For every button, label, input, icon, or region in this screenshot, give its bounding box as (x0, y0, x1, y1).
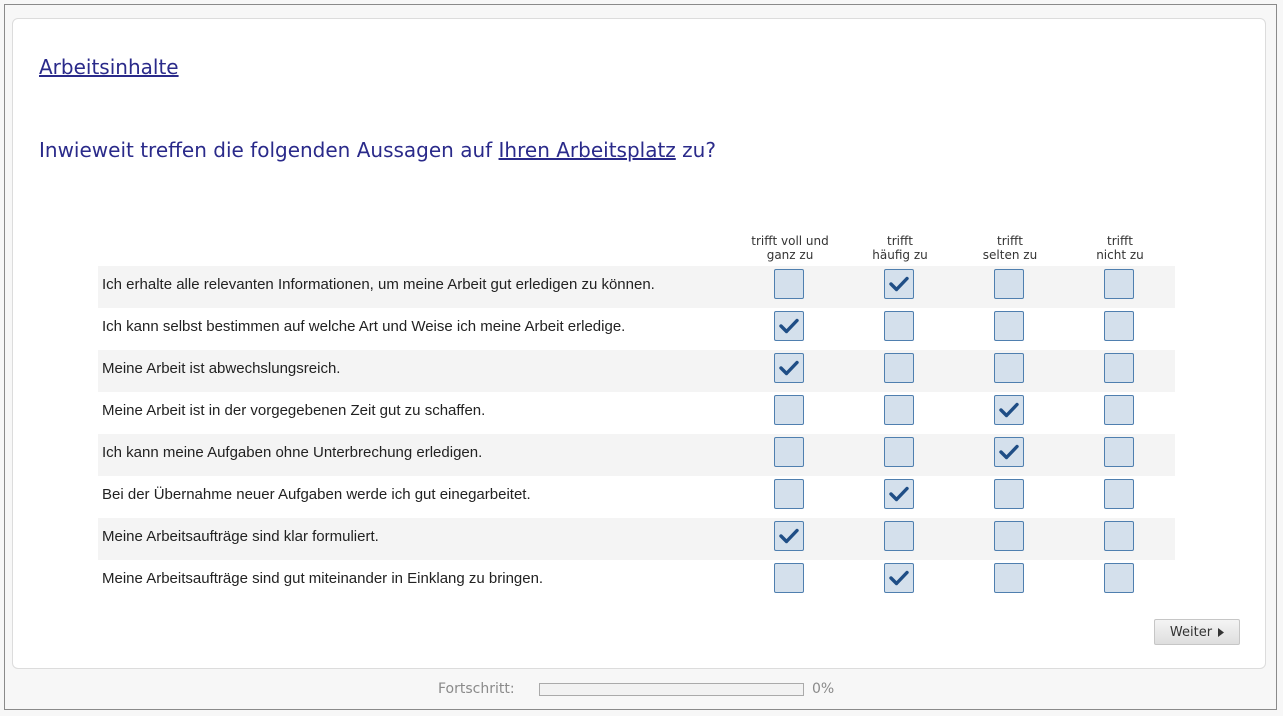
answer-checkbox[interactable] (1104, 269, 1134, 299)
answer-checkbox[interactable] (774, 395, 804, 425)
answer-checkbox[interactable] (994, 479, 1024, 509)
checkmark-icon (779, 360, 799, 376)
question-row-label: Meine Arbeit ist abwechslungsreich. (102, 360, 341, 377)
column-header-line1: trifft (997, 234, 1023, 248)
answer-checkbox[interactable] (884, 563, 914, 593)
next-button-label: Weiter (1169, 624, 1213, 640)
column-header-line1: trifft (887, 234, 913, 248)
question-row (98, 308, 1175, 350)
column-header-haeufig (845, 234, 955, 262)
question-text (39, 138, 716, 162)
progress-percent: 0% (812, 681, 835, 697)
answer-checkbox[interactable] (774, 437, 804, 467)
answer-checkbox[interactable] (884, 269, 914, 299)
question-link: Ihren Arbeitsplatz (498, 138, 676, 162)
question-row-label: Meine Arbeit ist in der vorgegebenen Zeit gut zu schaffen. (102, 402, 486, 419)
progress-bar (539, 683, 804, 696)
question-row-label: Ich kann selbst bestimmen auf welche Art und Weise ich meine Arbeit erledige. (102, 318, 626, 335)
answer-checkbox[interactable] (1104, 353, 1134, 383)
answer-checkbox[interactable] (774, 311, 804, 341)
question-suffix: zu? (675, 138, 716, 162)
answer-checkbox[interactable] (994, 395, 1024, 425)
progress-label: Fortschritt: (438, 681, 515, 697)
answer-checkbox[interactable] (1104, 563, 1134, 593)
next-button[interactable] (1154, 619, 1240, 645)
checkmark-icon (999, 444, 1019, 460)
answer-checkbox[interactable] (994, 563, 1024, 593)
column-header-line2: häufig zu (872, 248, 928, 262)
question-row (98, 434, 1175, 476)
column-header-line2: ganz zu (766, 248, 814, 262)
caret-right-icon (1218, 628, 1224, 637)
answer-checkbox[interactable] (884, 521, 914, 551)
question-row-label: Bei der Übernahme neuer Aufgaben werde ich gut einegarbeitet. (102, 486, 531, 503)
column-header-line1: trifft voll und (751, 234, 829, 248)
column-header-selten (955, 234, 1065, 262)
checkmark-icon (999, 402, 1019, 418)
question-row (98, 560, 1175, 602)
section-title: Arbeitsinhalte (39, 55, 179, 79)
answer-checkbox[interactable] (774, 521, 804, 551)
question-prefix: Inwieweit treffen die folgenden Aussagen auf (39, 138, 499, 162)
answer-checkbox[interactable] (994, 437, 1024, 467)
answer-checkbox[interactable] (884, 437, 914, 467)
question-row-label: Meine Arbeitsaufträge sind klar formuliert. (102, 528, 379, 545)
answer-checkbox[interactable] (994, 269, 1024, 299)
column-header-voll (735, 234, 845, 262)
question-row (98, 518, 1175, 560)
column-header-line2: nicht zu (1096, 248, 1144, 262)
checkmark-icon (889, 276, 909, 292)
answer-checkbox[interactable] (1104, 395, 1134, 425)
answer-checkbox[interactable] (994, 311, 1024, 341)
question-row (98, 266, 1175, 308)
question-row (98, 476, 1175, 518)
question-row-label: Meine Arbeitsaufträge sind gut miteinander in Einklang zu bringen. (102, 570, 544, 587)
answer-checkbox[interactable] (994, 521, 1024, 551)
checkmark-icon (889, 570, 909, 586)
answer-checkbox[interactable] (774, 479, 804, 509)
column-header-nicht (1065, 234, 1175, 262)
answer-checkbox[interactable] (884, 311, 914, 341)
answer-checkbox[interactable] (1104, 311, 1134, 341)
question-row-label: Ich erhalte alle relevanten Informationen, um meine Arbeit gut erledigen zu können. (102, 276, 655, 293)
answer-checkbox[interactable] (994, 353, 1024, 383)
answer-checkbox[interactable] (774, 563, 804, 593)
answer-checkbox[interactable] (884, 395, 914, 425)
checkmark-icon (779, 318, 799, 334)
column-header-line1: trifft (1107, 234, 1133, 248)
answer-checkbox[interactable] (884, 479, 914, 509)
question-row (98, 392, 1175, 434)
column-header-line2: selten zu (982, 248, 1038, 262)
answer-checkbox[interactable] (1104, 437, 1134, 467)
answer-checkbox[interactable] (1104, 521, 1134, 551)
answer-checkbox[interactable] (1104, 479, 1134, 509)
answer-checkbox[interactable] (774, 353, 804, 383)
question-row (98, 350, 1175, 392)
answer-checkbox[interactable] (884, 353, 914, 383)
checkmark-icon (889, 486, 909, 502)
checkmark-icon (779, 528, 799, 544)
question-row-label: Ich kann meine Aufgaben ohne Unterbrechung erledigen. (102, 444, 483, 461)
answer-checkbox[interactable] (774, 269, 804, 299)
